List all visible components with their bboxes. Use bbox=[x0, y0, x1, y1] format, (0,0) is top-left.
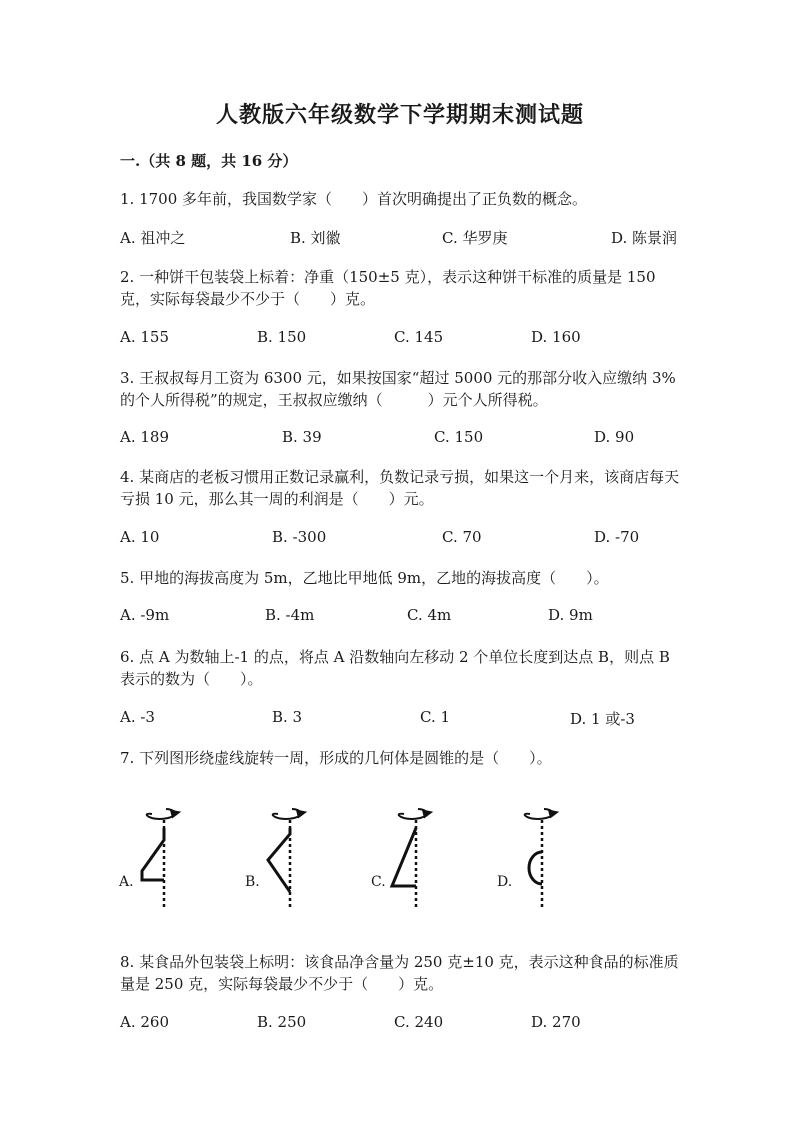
option-a: A. 155 bbox=[120, 328, 169, 346]
question-5: 5. 甲地的海拔高度为 5m，乙地比甲地低 9m，乙地的海拔高度（ ）。 bbox=[120, 569, 609, 587]
option-b: B. 39 bbox=[282, 428, 322, 446]
question-8: 8. 某食品外包装袋上标明：该食品净含量为 250 克±10 克，表示这种食品的标准质量是 250 克，实际每袋最少不少于（ ）克。 bbox=[120, 953, 679, 993]
figure-label-b: B. bbox=[245, 874, 260, 890]
option-d: D. 160 bbox=[531, 328, 581, 346]
figure-d bbox=[488, 800, 578, 910]
option-a: A. 260 bbox=[120, 1013, 169, 1031]
semicircle-figure bbox=[488, 800, 578, 910]
trapezoid-figure bbox=[110, 800, 200, 910]
options-q5 bbox=[120, 606, 720, 628]
option-a: A. -3 bbox=[120, 708, 155, 726]
question-6: 6. 点 A 为数轴上-1 的点，将点 A 沿数轴向左移动 2 个单位长度到达点 B，则点 B 表示的数为（ ）。 bbox=[120, 648, 670, 688]
option-d: D. 1 或-3 bbox=[570, 710, 635, 728]
section-heading: 一.（共 8 题，共 16 分） bbox=[120, 152, 298, 170]
question-1: 1. 1700 多年前，我国数学家（ ）首次明确提出了正负数的概念。 bbox=[120, 190, 588, 208]
option-a: A. 10 bbox=[120, 528, 160, 546]
option-b: B. -4m bbox=[265, 606, 315, 624]
options-q8 bbox=[120, 1013, 720, 1035]
option-c: C. 1 bbox=[420, 708, 451, 726]
options-q1 bbox=[120, 227, 720, 249]
triangle-figure bbox=[236, 800, 326, 910]
options-q3 bbox=[120, 428, 720, 450]
page-title: 人教版六年级数学下学期期末测试题 bbox=[215, 102, 584, 128]
figure-label-a: A. bbox=[119, 874, 134, 890]
option-b: B. 150 bbox=[257, 328, 307, 346]
figure-b bbox=[236, 800, 326, 910]
option-d: D. 9m bbox=[548, 606, 593, 624]
option-b: B. 刘徽 bbox=[290, 229, 341, 247]
options-q2 bbox=[120, 328, 720, 350]
right-triangle-figure bbox=[362, 800, 452, 910]
option-d: D. 陈景润 bbox=[611, 229, 678, 247]
question-3: 3. 王叔叔每月工资为 6300 元，如果按国家“超过 5000 元的那部分收入应缴纳 3%的个人所得税”的规定，王叔叔应缴纳（ ）元个人所得税。 bbox=[120, 369, 676, 409]
option-b: B. 3 bbox=[272, 708, 303, 726]
option-c: C. 4m bbox=[407, 606, 452, 624]
option-c: C. 150 bbox=[434, 428, 484, 446]
figure-a bbox=[110, 800, 200, 910]
question-2: 2. 一种饼干包装袋上标着：净重（150±5 克），表示这种饼干标准的质量是 150 克，实际每袋最少不少于（ ）克。 bbox=[120, 268, 656, 308]
option-b: B. -300 bbox=[272, 528, 327, 546]
option-c: C. 华罗庚 bbox=[442, 229, 508, 247]
figure-options bbox=[110, 800, 590, 910]
option-d: D. -70 bbox=[594, 528, 640, 546]
option-a: A. -9m bbox=[120, 606, 170, 624]
option-a: A. 189 bbox=[120, 428, 169, 446]
question-4: 4. 某商店的老板习惯用正数记录赢利，负数记录亏损，如果这一个月来，该商店每天亏损 10 元，那么其一周的利润是（ ）元。 bbox=[120, 468, 680, 508]
option-d: D. 90 bbox=[594, 428, 635, 446]
question-7: 7. 下列图形绕虚线旋转一周，形成的几何体是圆锥的是（ ）。 bbox=[120, 749, 552, 767]
options-q4 bbox=[120, 528, 720, 550]
option-d: D. 270 bbox=[531, 1013, 581, 1031]
figure-label-d: D. bbox=[497, 874, 513, 890]
option-c: C. 145 bbox=[394, 328, 444, 346]
option-b: B. 250 bbox=[257, 1013, 307, 1031]
option-c: C. 70 bbox=[442, 528, 482, 546]
option-c: C. 240 bbox=[394, 1013, 444, 1031]
options-q6 bbox=[120, 708, 720, 730]
figure-label-c: C. bbox=[371, 874, 386, 890]
option-a: A. 祖冲之 bbox=[120, 229, 186, 247]
figure-c bbox=[362, 800, 452, 910]
